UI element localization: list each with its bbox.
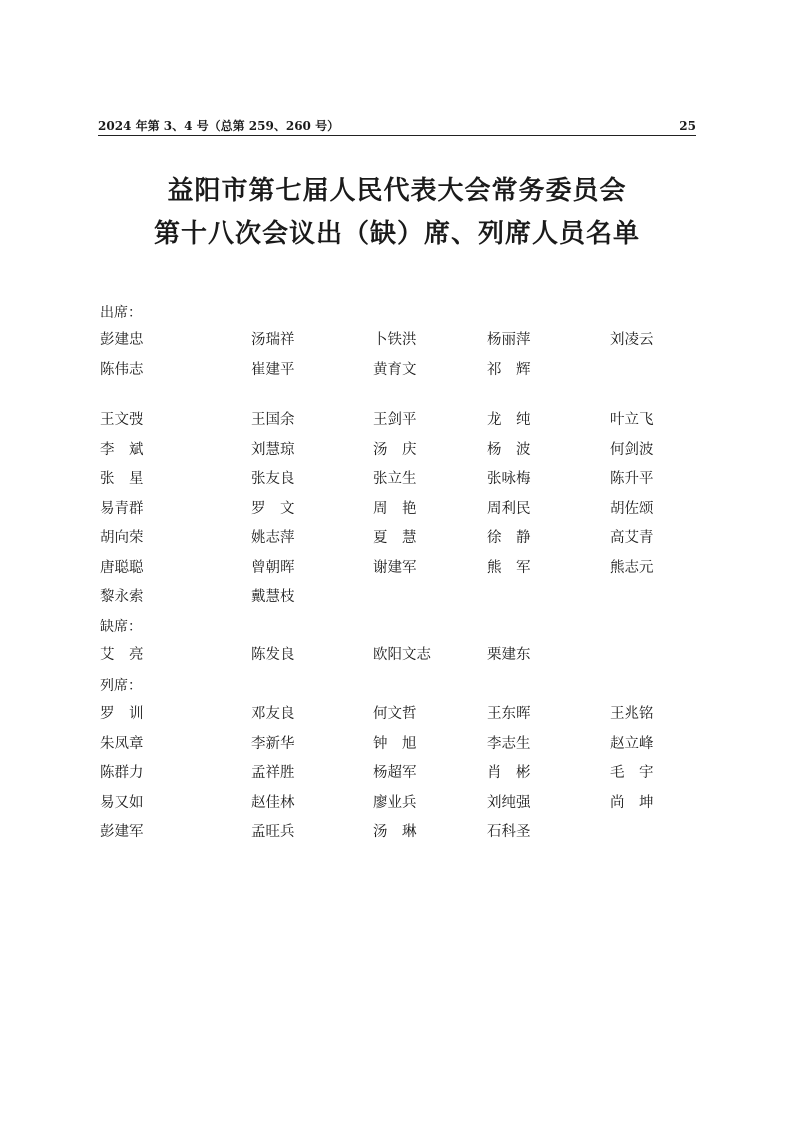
person-name: 罗 文 <box>251 500 295 517</box>
person-name: 李新华 <box>251 735 295 752</box>
person-name: 尚 坤 <box>610 794 654 811</box>
person-name: 李 斌 <box>100 441 144 458</box>
person-name: 杨 波 <box>487 441 531 458</box>
person-name: 姚志萍 <box>251 530 295 546</box>
person-name: 艾 亮 <box>100 647 144 663</box>
person-name: 张咏梅 <box>487 471 531 487</box>
person-name: 孟旺兵 <box>251 824 295 840</box>
person-name: 杨超军 <box>373 765 417 781</box>
person-name: 高艾青 <box>610 530 654 546</box>
person-name: 周 艳 <box>373 500 417 517</box>
person-name: 徐 静 <box>487 530 531 546</box>
person-name: 石科圣 <box>487 824 531 840</box>
person-name: 彭建军 <box>100 824 144 840</box>
person-name: 祁 辉 <box>487 361 531 378</box>
person-name: 胡佐颂 <box>610 500 654 517</box>
person-name: 曾朝晖 <box>251 559 295 576</box>
person-name: 刘纯强 <box>487 794 531 811</box>
nonvoting-label: 列席： <box>100 678 142 694</box>
person-name: 卜铁洪 <box>373 332 417 348</box>
person-name: 杨丽萍 <box>487 332 531 348</box>
person-name: 叶立飞 <box>610 412 654 428</box>
person-name: 熊志元 <box>610 559 654 576</box>
person-name: 黄育文 <box>373 361 417 378</box>
person-name: 钟 旭 <box>373 735 417 752</box>
absent-label: 缺席： <box>100 619 142 635</box>
person-name: 黎永索 <box>100 589 144 605</box>
present-label: 出席： <box>100 305 142 321</box>
person-name: 龙 纯 <box>487 412 531 428</box>
person-name: 廖业兵 <box>373 794 417 811</box>
person-name: 毛 宇 <box>610 765 654 781</box>
person-name: 王文弢 <box>100 412 144 428</box>
person-name: 彭建忠 <box>100 332 144 348</box>
person-name: 栗建东 <box>487 647 531 663</box>
person-name: 刘慧琼 <box>251 441 295 458</box>
person-name: 陈发良 <box>251 647 295 663</box>
person-name: 陈群力 <box>100 765 144 781</box>
title-line-2: 第十八次会议出（缺）席、列席人员名单 <box>153 219 640 249</box>
person-name: 熊 军 <box>487 559 531 576</box>
document-title <box>0 170 794 256</box>
title-line-1: 益阳市第七届人民代表大会常务委员会 <box>167 176 627 206</box>
person-name: 孟祥胜 <box>251 765 295 781</box>
person-name: 汤 琳 <box>373 824 417 840</box>
issue-info: 2024 年第 3、4 号（总第 259、260 号） <box>98 119 340 133</box>
person-name: 夏 慧 <box>373 530 417 546</box>
person-name: 李志生 <box>487 735 531 752</box>
person-name: 欧阳文志 <box>373 647 431 663</box>
person-name: 刘凌云 <box>610 332 654 348</box>
person-name: 胡向荣 <box>100 530 144 546</box>
person-name: 陈伟志 <box>100 361 144 378</box>
person-name: 汤 庆 <box>373 441 417 458</box>
person-name: 张立生 <box>373 471 417 487</box>
person-name: 王兆铭 <box>610 706 654 722</box>
person-name: 何文哲 <box>373 706 417 722</box>
person-name: 谢建军 <box>373 559 417 576</box>
person-name: 周利民 <box>487 500 531 517</box>
person-name: 王剑平 <box>373 412 417 428</box>
person-name: 何剑波 <box>610 441 654 458</box>
page-number: 25 <box>679 119 696 133</box>
person-name: 唐聪聪 <box>100 559 144 576</box>
person-name: 赵立峰 <box>610 735 654 752</box>
person-name: 易青群 <box>100 500 144 517</box>
person-name: 张 星 <box>100 471 144 487</box>
person-name: 王东晖 <box>487 706 531 722</box>
person-name: 崔建平 <box>251 361 295 378</box>
person-name: 朱凤章 <box>100 735 144 752</box>
person-name: 张友良 <box>251 471 295 487</box>
person-name: 邓友良 <box>251 706 295 722</box>
header-rule <box>98 135 696 136</box>
person-name: 易又如 <box>100 794 144 811</box>
person-name: 戴慧枝 <box>251 589 295 605</box>
person-name: 王国余 <box>251 412 295 428</box>
person-name: 赵佳林 <box>251 794 295 811</box>
person-name: 陈升平 <box>610 471 654 487</box>
running-header <box>98 118 696 134</box>
person-name: 肖 彬 <box>487 765 531 781</box>
person-name: 汤瑞祥 <box>251 332 295 348</box>
person-name: 罗 训 <box>100 706 144 722</box>
